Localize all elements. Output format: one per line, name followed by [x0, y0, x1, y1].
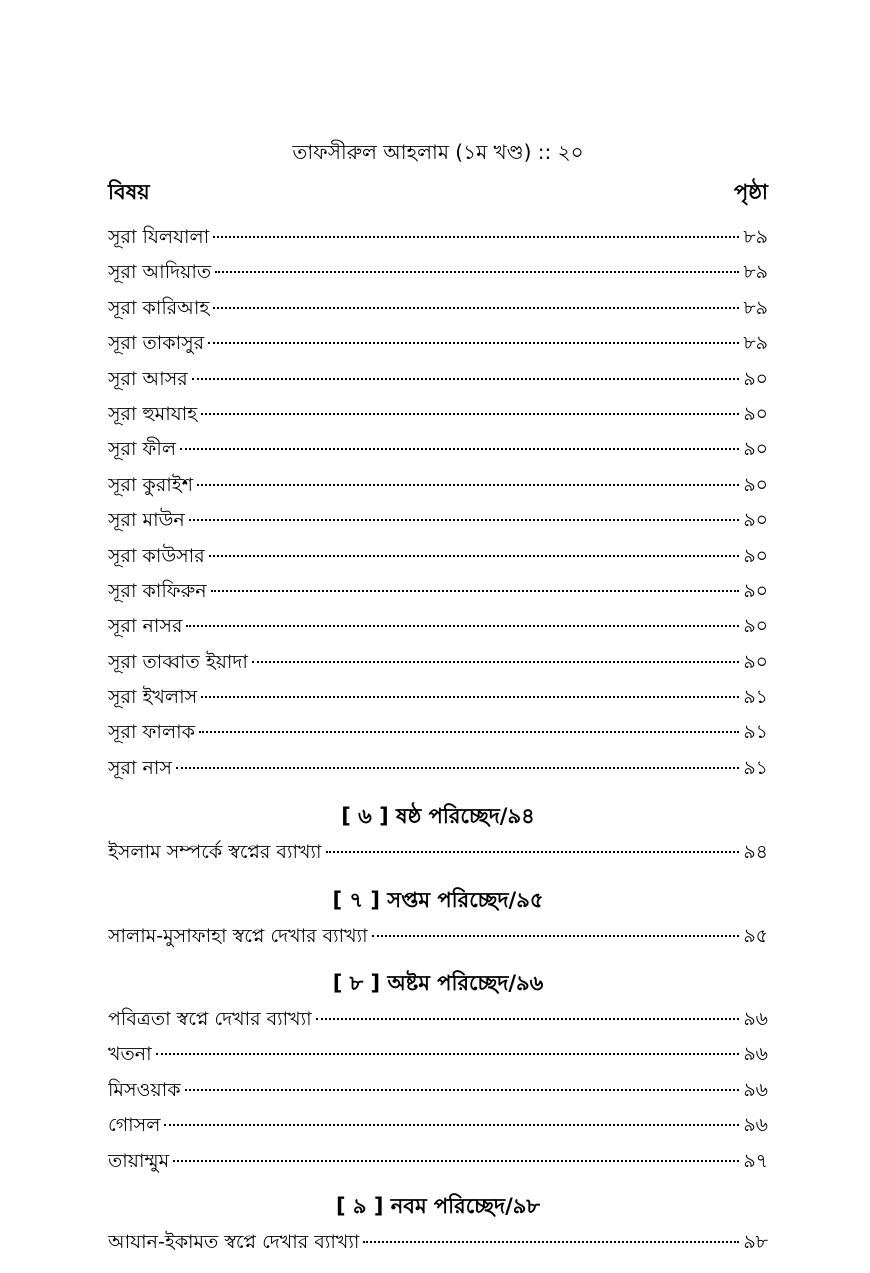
column-header — [108, 175, 768, 209]
entry-page: ৯৬ — [743, 1114, 768, 1137]
entry-page: ৯৫ — [743, 925, 768, 947]
dot-leader — [208, 342, 739, 344]
dot-leader — [180, 448, 739, 450]
toc-section-chapter-7 — [108, 919, 768, 954]
entry-title: খতনা — [108, 1043, 152, 1066]
entry-title: সূরা ইখলাস — [108, 686, 198, 709]
dot-leader — [173, 1160, 739, 1162]
toc-entry — [108, 539, 768, 574]
dot-leader — [197, 484, 739, 486]
entry-page: ৯৮ — [743, 1231, 768, 1253]
toc-section-chapter-6 — [108, 835, 768, 870]
entry-page: ৯০ — [743, 473, 768, 496]
subject-label: বিষয় — [108, 180, 150, 204]
entry-page: ৯০ — [743, 615, 768, 638]
dot-leader — [189, 519, 740, 521]
toc-entry — [108, 326, 768, 361]
entry-title: সূরা মাউন — [108, 509, 185, 532]
entry-page: ৮৯ — [743, 226, 768, 248]
entry-page: ৯০ — [743, 579, 768, 602]
dot-leader — [201, 413, 739, 415]
entry-title: সূরা নাসর — [108, 615, 183, 638]
dot-leader — [199, 731, 739, 733]
dot-leader — [326, 851, 740, 853]
entry-title: সালাম-মুসাফাহা স্বপ্নে দেখার ব্যাখ্যা — [108, 925, 368, 947]
toc-entry — [108, 1144, 768, 1179]
dot-leader — [176, 767, 739, 769]
dot-leader — [201, 696, 739, 698]
toc-entry — [108, 291, 768, 326]
toc-entry — [108, 751, 768, 786]
entry-title: সূরা যিলযালা — [108, 226, 210, 248]
entry-page: ৯০ — [743, 509, 768, 532]
entry-page: ৯৬ — [743, 1078, 768, 1101]
toc-entry — [108, 432, 768, 467]
dot-leader — [211, 590, 740, 592]
entry-page: ৯৪ — [743, 841, 768, 863]
entry-page: ৯৬ — [743, 1008, 768, 1030]
toc-section-chapter-8 — [108, 1002, 768, 1179]
dot-leader — [164, 1124, 739, 1126]
toc-entry — [108, 574, 768, 609]
chapter-heading: [ ৮ ] অষ্টম পরিচ্ছেদ/৯৬ — [332, 971, 544, 995]
entry-page: ৮৯ — [743, 296, 768, 319]
dot-leader — [372, 935, 740, 937]
entry-page: ৯০ — [743, 650, 768, 673]
toc-entry — [108, 397, 768, 432]
entry-title: গোসল — [108, 1114, 161, 1137]
entry-title: সূরা ফালাক — [108, 721, 195, 744]
dot-leader — [363, 1241, 739, 1243]
entry-page: ৯০ — [743, 438, 768, 461]
toc-entry — [108, 609, 768, 644]
dot-leader — [215, 271, 739, 273]
toc-entry — [108, 1037, 768, 1072]
entry-page: ৯৬ — [743, 1043, 768, 1066]
toc-section-chapter-9 — [108, 1225, 768, 1260]
entry-title: সূরা নাস — [108, 756, 172, 779]
entry-title: সূরা আসর — [108, 367, 188, 390]
toc-entry — [108, 1073, 768, 1108]
toc-entry — [108, 1225, 768, 1260]
entry-title: পবিত্রতা স্বপ্নে দেখার ব্যাখ্যা — [108, 1008, 312, 1030]
entry-title: সূরা কুরাইশ — [108, 473, 193, 496]
toc-entry — [108, 362, 768, 397]
entry-page: ৮৯ — [743, 332, 768, 355]
entry-title: সূরা ফীল — [108, 438, 177, 461]
entry-title: সূরা তাব্বাত ইয়াদা — [108, 650, 248, 673]
entry-title: আযান-ইকামত স্বপ্নে দেখার ব্যাখ্যা — [108, 1231, 360, 1253]
toc-entry — [108, 468, 768, 503]
toc-entry — [108, 1108, 768, 1143]
entry-page: ৯৭ — [743, 1149, 768, 1172]
dot-leader — [213, 307, 739, 309]
dot-leader — [156, 1053, 740, 1055]
chapter-heading: [ ৯ ] নবম পরিচ্ছেদ/৯৮ — [335, 1194, 541, 1218]
entry-title: সূরা কাউসার — [108, 544, 205, 567]
toc-entry — [108, 835, 768, 870]
entry-title: সূরা আদিয়াত — [108, 261, 212, 284]
entry-page: ৯০ — [743, 367, 768, 390]
entry-title: সূরা কারিআহ — [108, 296, 210, 319]
dot-leader — [209, 555, 740, 557]
chapter-heading: [ ৭ ] সপ্তম পরিচ্ছেদ/৯৫ — [332, 888, 544, 912]
toc-entry — [108, 680, 768, 715]
entry-title: মিসওয়াক — [108, 1078, 181, 1101]
entry-title: সূরা হুমাযাহ — [108, 402, 198, 425]
dot-leader — [252, 661, 739, 663]
entry-title: সূরা কাফিরুন — [108, 579, 207, 602]
toc-entry — [108, 715, 768, 750]
dot-leader — [192, 378, 740, 380]
entry-page: ৯১ — [743, 721, 768, 744]
dot-leader — [213, 236, 739, 238]
toc-section-surahs — [108, 220, 768, 786]
entry-title: ইসলাম সম্পর্কে স্বপ্নের ব্যাখ্যা — [108, 841, 322, 863]
entry-page: ৯০ — [743, 402, 768, 425]
dot-leader — [185, 1089, 740, 1091]
toc-entry — [108, 255, 768, 290]
toc-entry — [108, 645, 768, 680]
entry-page: ৮৯ — [743, 261, 768, 284]
entry-title: তায়াম্মুম — [108, 1149, 170, 1172]
entry-page: ৯০ — [743, 544, 768, 567]
dot-leader — [186, 625, 739, 627]
entry-page: ৯১ — [743, 686, 768, 709]
toc-entry — [108, 919, 768, 954]
page-label: পৃষ্ঠা — [733, 180, 768, 204]
toc-entry — [108, 220, 768, 255]
entry-page: ৯১ — [743, 756, 768, 779]
toc-entry — [108, 1002, 768, 1037]
entry-title: সূরা তাকাসুর — [108, 332, 205, 355]
running-title: তাফসীরুল আহলাম (১ম খণ্ড) :: ২০ — [292, 140, 584, 164]
chapter-heading: [ ৬ ] ষষ্ঠ পরিচ্ছেদ/৯৪ — [341, 804, 535, 828]
dot-leader — [316, 1018, 740, 1020]
toc-entry — [108, 503, 768, 538]
